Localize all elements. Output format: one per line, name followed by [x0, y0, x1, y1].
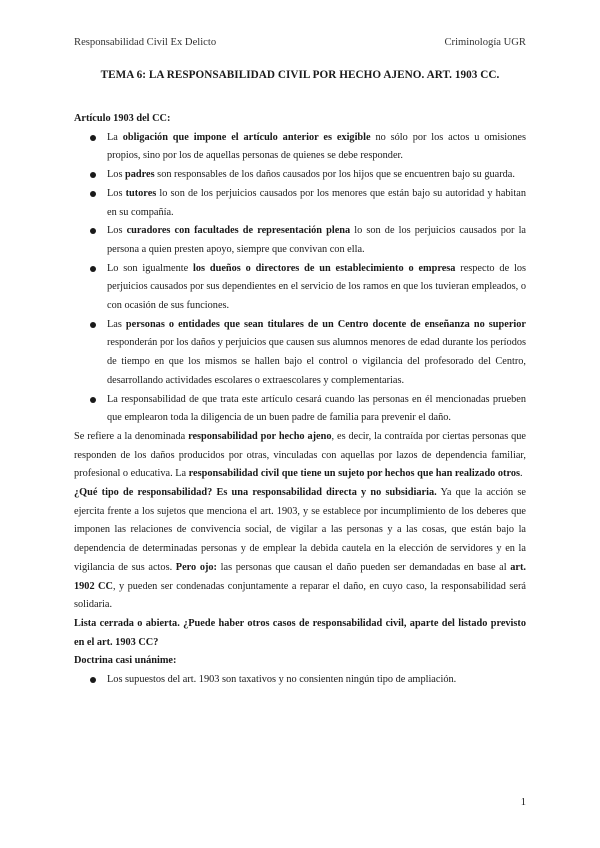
document-body — [74, 110, 526, 690]
article-bullet-list — [74, 129, 526, 428]
list-item: La responsabilidad de que trata este artículo cesará cuando las personas en él mencionadas prueben que emplearon toda la diligencia de un buen padre de familia para prevenir el daño. — [74, 391, 526, 428]
bullet-icon — [90, 266, 96, 272]
list-item: Los curadores con facultades de representación plena lo son de los perjuicios causados por la persona a quien presten apoyo, siempre que convivan con ella. — [74, 222, 526, 259]
bullet-icon — [90, 135, 96, 141]
list-item: La obligación que impone el artículo anterior es exigible no sólo por los actos u omisiones propios, sino por los de aquellas personas de quienes se debe responder. — [74, 129, 526, 166]
list-item: Las personas o entidades que sean titulares de un Centro docente de enseñanza no superior responderán por los daños y perjuicios que causen sus alumnos menores de edad durante los períodos de tiempo en que los mismos se hallen bajo el control o vigilancia del profesorado del Centro, desarrollando actividades escolares o extraescolares y complementarias. — [74, 316, 526, 391]
heading-doctrina: Doctrina casi unánime: — [74, 655, 177, 667]
article-heading: Artículo 1903 del CC: — [74, 113, 171, 124]
bullet-icon — [90, 172, 96, 178]
header-left: Responsabilidad Civil Ex Delicto — [74, 37, 217, 48]
bullet-icon — [90, 191, 96, 197]
header-right: Criminología UGR — [444, 37, 526, 48]
list-item: Los padres son responsables de los daños causados por los hijos que se encuentren bajo su guarda. — [74, 166, 526, 185]
bullet-icon — [90, 322, 96, 328]
page-header — [74, 37, 526, 48]
page-number: 1 — [520, 797, 526, 808]
paragraph-tipo-responsabilidad: ¿Qué tipo de responsabilidad? Es una responsabilidad directa y no subsidiaria. Ya que la acción se ejercita frente a los sujetos que menciona el art. 1903, y se establece por incumplimiento de los deberes que imponen las relaciones de convivencia social, de vigilar a las personas y a las cosas, que están bajo la dependencia de determinadas personas y de emplear la debida cautela en la elección de servidores y en la vigilancia de sus actos. Pero ojo: las personas que causan el daño pueden ser demandadas en base al art. 1902 CC, y pueden ser condenadas conjuntamente a reparar el daño, en cuyo caso, la responsabilidad será solidaria. — [74, 487, 526, 611]
list-item: Los tutores lo son de los perjuicios causados por los menores que están bajo su autoridad y habitan en su compañía. — [74, 185, 526, 222]
doctrina-bullet-list — [74, 671, 526, 690]
page-title: TEMA 6: LA RESPONSABILIDAD CIVIL POR HECHO AJENO. ART. 1903 CC. — [100, 69, 500, 81]
list-item: Los supuestos del art. 1903 son taxativos y no consienten ningún tipo de ampliación. — [74, 671, 526, 690]
bullet-icon — [90, 397, 96, 403]
bullet-icon — [90, 228, 96, 234]
paragraph-hecho-ajeno: Se refiere a la denominada responsabilidad por hecho ajeno, es decir, la contraída por ciertas personas que responden de los daños producidos por otras, vinculadas con aquellas por lazos de dependencia familiar, profesional o educativa. La responsabilidad civil que tiene un sujeto por hechos que han realizado otros. — [74, 430, 526, 480]
heading-lista-cerrada: Lista cerrada o abierta. ¿Puede haber otros casos de responsabilidad civil, aparte del listado previsto en el art. 1903 CC? — [74, 617, 526, 648]
bullet-icon — [90, 677, 96, 683]
list-item: Lo son igualmente los dueños o directores de un establecimiento o empresa respecto de los perjuicios causados por sus dependientes en el servicio de los ramos en que los tuvieran empleados, o con ocasión de sus funciones. — [74, 260, 526, 316]
